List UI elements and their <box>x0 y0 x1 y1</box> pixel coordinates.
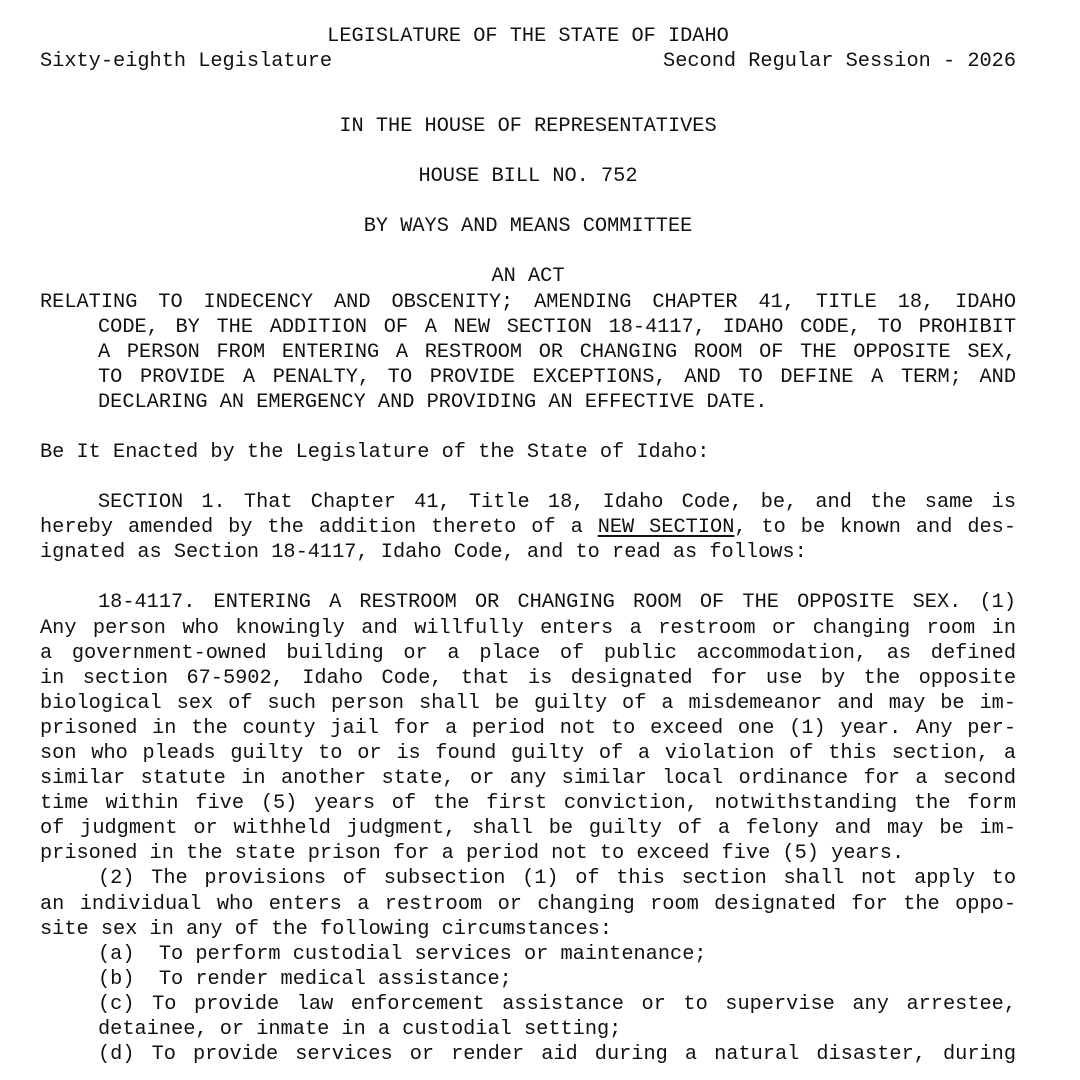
legislature-title: LEGISLATURE OF THE STATE OF IDAHO <box>327 25 729 48</box>
body-line: Any person who knowingly and willfully enters a restroom or changing room in <box>40 616 1016 640</box>
session-row <box>40 49 1016 74</box>
list-item-d: (d) To provide services or render aid during a natural disaster, during <box>98 1043 1016 1067</box>
body-line: time within five (5) years of the first conviction, notwithstanding the form <box>40 792 1016 816</box>
body-line: site sex in any of the following circumstances: <box>40 917 613 941</box>
legislature-number: Sixty-eighth Legislature <box>40 50 333 74</box>
list-item-c: (c) To provide law enforcement assistance or to supervise any arrestee, <box>98 992 1016 1016</box>
list-item-a: (a) To perform custodial services or maintenance; <box>98 942 707 966</box>
act-title-line: RELATING TO INDECENCY AND OBSCENITY; AMENDING CHAPTER 41, TITLE 18, IDAHO <box>40 290 1016 314</box>
body-line: son who pleads guilty to or is found guilty of a violation of this section, a <box>40 741 1016 765</box>
section-1-line: SECTION 1. That Chapter 41, Title 18, Idaho Code, be, and the same is <box>98 491 1016 515</box>
act-title-line: A PERSON FROM ENTERING A RESTROOM OR CHANGING ROOM OF THE OPPOSITE SEX, <box>98 340 1016 364</box>
body-line: a government-owned building or a place of public accommodation, as defined <box>40 641 1016 665</box>
body-line: prisoned in the state prison for a period not to exceed five (5) years. <box>40 842 905 866</box>
list-item-c-continued: detainee, or inmate in a custodial setting; <box>98 1018 622 1041</box>
section-18-4117 <box>40 590 1016 1067</box>
body-line: in section 67-5902, Idaho Code, that is designated for use by the opposite <box>40 666 1016 690</box>
body-line: 18-4117. ENTERING A RESTROOM OR CHANGING ROOM OF THE OPPOSITE SEX. (1) <box>98 591 1016 615</box>
act-title <box>40 290 1016 415</box>
new-section-underlined: NEW SECTION <box>597 516 735 540</box>
session-name: Second Regular Session - 2026 <box>663 50 1016 74</box>
sponsor-line: BY WAYS AND MEANS COMMITTEE <box>363 215 693 239</box>
section-1-line: ignated as Section 18-4117, Idaho Code, and to read as follows: <box>40 541 807 565</box>
act-title-line: TO PROVIDE A PENALTY, TO PROVIDE EXCEPTIONS, AND TO DEFINE A TERM; AND <box>98 365 1016 389</box>
act-title-line: DECLARING AN EMERGENCY AND PROVIDING AN EFFECTIVE DATE. <box>98 390 768 414</box>
body-line: of judgment or withheld judgment, shall be guilty of a felony and may be im- <box>40 817 1016 841</box>
body-line: an individual who enters a restroom or changing room designated for the oppo- <box>40 892 1016 916</box>
body-line: biological sex of such person shall be guilty of a misdemeanor and may be im- <box>40 691 1016 715</box>
list-item-b: (b) To render medical assistance; <box>98 967 512 991</box>
chamber-heading: IN THE HOUSE OF REPRESENTATIVES <box>339 115 717 139</box>
body-line: (2) The provisions of subsection (1) of this section shall not apply to <box>98 867 1016 891</box>
body-line: prisoned in the county jail for a period not to exceed one (1) year. Any per- <box>40 716 1016 740</box>
body-line: similar statute in another state, or any similar local ordinance for a second <box>40 767 1016 791</box>
subsection-1 <box>40 590 1016 866</box>
bill-page <box>40 24 1016 1067</box>
act-title-line: CODE, BY THE ADDITION OF A NEW SECTION 18-4117, IDAHO CODE, TO PROHIBIT <box>98 315 1016 339</box>
enacting-clause: Be It Enacted by the Legislature of the State of Idaho: <box>40 441 710 465</box>
act-heading: AN ACT <box>491 265 565 289</box>
section-1 <box>40 490 1016 565</box>
bill-number: HOUSE BILL NO. 752 <box>418 165 638 189</box>
subsection-2 <box>40 866 1016 1067</box>
section-1-line: hereby amended by the addition thereto of a NEW SECTION, to be known and des- <box>40 516 1016 540</box>
